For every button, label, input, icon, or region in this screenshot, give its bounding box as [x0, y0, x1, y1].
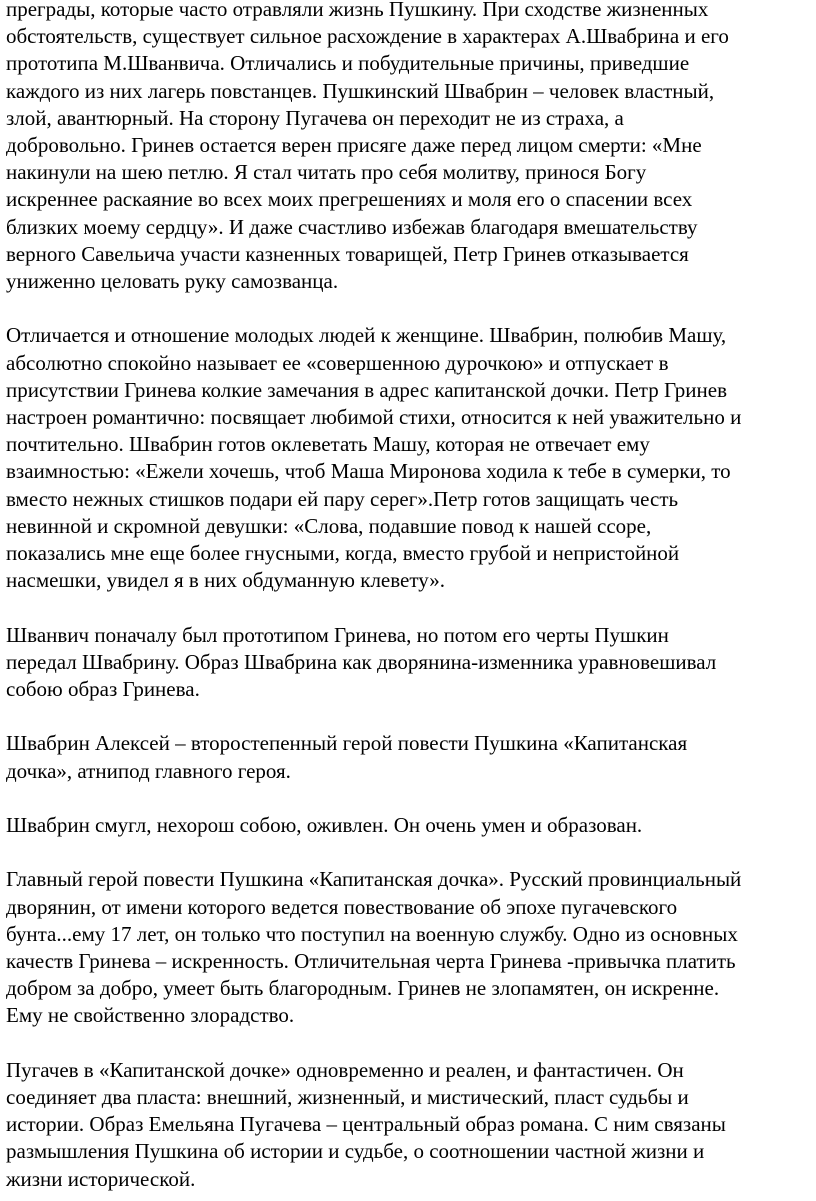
paragraph-attitude-to-women: Отличается и отношение молодых людей к женщине. Швабрин, полюбив Машу, абсолютно спокойно называет ее «совершенною дурочкою» и отпускает в присутствии Гринева колкие замечания в адрес капитанской дочки. Петр Гринев настроен романтично: посвящает любимой стихи, относится к ней уважительно и почтительно. Швабрин готов оклеветать Машу, которая не отвечает ему взаимностью: «Ежели хочешь, чтоб Маша Миронова ходила к тебе в сумерки, то вместо нежных стишков подари ей пару серег».Петр готов защищать честь невинной и скромной девушки: «Слова, подавшие повод к нашей ссоре, показались мне еще более гнусными, когда, вместо грубой и непристойной насмешки, увидел я в них обдуманную клевету». — [6, 323, 742, 593]
paragraph-shvabrin-secondary-hero: Швабрин Алексей – второстепенный герой повести Пушкина «Капитанская дочка», атнипод главного героя. — [6, 731, 688, 783]
paragraph-shvanvich-prototype: Шванвич поначалу был прототипом Гринева, но потом его черты Пушкин передал Швабрину. Образ Швабрина как дворянина-изменника уравновешивал собою образ Гринева. — [6, 622, 717, 702]
document-body — [6, 0, 814, 1201]
paragraph-pugachev: Пугачев в «Капитанской дочке» одновременно и реален, и фантастичен. Он соединяет два пласта: внешний, жизненный, и мистический, пласт судьбы и истории. Образ Емельяна Пугачева – центральный образ романа. С ним связаны размышления Пушкина об истории и судьбе, о соотношении частной жизни и жизни исторической. — [6, 1057, 726, 1191]
paragraph-shvabrin-appearance: Швабрин смугл, нехорош собою, оживлен. Он очень умен и образован. — [6, 813, 643, 838]
paragraph-shvabrin-motives: преграды, которые часто отравляли жизнь Пушкину. При сходстве жизненных обстоятельств, существует сильное расхождение в характерах А.Швабрина и его прототипа М.Шванвича. Отличались и побудительные причины, приведшие каждого из них лагерь повстанцев. Пушкинский Швабрин – человек властный, злой, авантюрный. На сторону Пугачева он переходит не из страха, а добровольно. Гринев остается верен присяге даже перед лицом смерти: «Мне накинули на шею петлю. Я стал читать про себя молитву, принося Богу искреннее раскаяние во всех моих прегрешениях и моля его о спасении всех близких моему сердцу». И даже счастливо избежав благодаря вмешательству верного Савельича участи казненных товарищей, Петр Гринев отказывается униженно целовать руку самозванца. — [6, 0, 729, 294]
paragraph-grinev-main-hero: Главный герой повести Пушкина «Капитанская дочка». Русский провинциальный дворянин, от имени которого ведется повествование об эпохе пугачевского бунта...ему 17 лет, он только что поступил на военную службу. Одно из основных качеств Гринева – искренность. Отличительная черта Гринева -привычка платить добром за добро, умеет быть благородным. Гринев не злопамятен, он искренне. Ему не свойственно злорадство. — [6, 867, 742, 1028]
